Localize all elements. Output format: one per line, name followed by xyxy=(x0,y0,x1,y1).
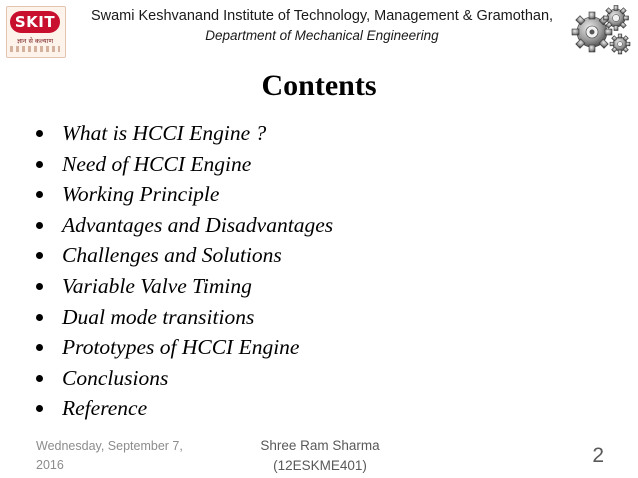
bullet-icon xyxy=(36,283,43,290)
bullet-icon xyxy=(36,314,43,321)
list-item-text: Reference xyxy=(62,396,148,421)
page-number: 2 xyxy=(592,444,604,467)
bullet-icon xyxy=(36,161,43,168)
bullet-icon xyxy=(36,252,43,259)
bullet-icon xyxy=(36,130,43,137)
logo-tagline: ज्ञान से कल्याण xyxy=(16,37,54,45)
list-item-text: Challenges and Solutions xyxy=(62,243,282,268)
list-item-text: Conclusions xyxy=(62,365,169,390)
list-item-text: Advantages and Disadvantages xyxy=(62,212,334,237)
list-item-text: Dual mode transitions xyxy=(62,304,255,329)
footer-date: Wednesday, September 7, 2016 xyxy=(36,439,183,472)
institute-name: Swami Keshvanand Institute of Technology, Management & Gramothan, xyxy=(90,8,554,24)
logo-mark: SKIT xyxy=(10,11,60,33)
bullet-icon xyxy=(36,344,43,351)
list-item-text: Prototypes of HCCI Engine xyxy=(62,335,300,360)
author-name: Shree Ram Sharma xyxy=(260,438,380,453)
bullet-icon xyxy=(36,405,43,412)
footer-author xyxy=(220,436,420,476)
bullet-icon xyxy=(36,375,43,382)
department-name: Department of Mechanical Engineering xyxy=(205,28,439,43)
gears-icon xyxy=(570,2,632,58)
logo-ornament xyxy=(10,46,60,52)
list-item-text: Working Principle xyxy=(62,182,220,207)
list-item-text: Variable Valve Timing xyxy=(62,273,252,298)
institute-logo xyxy=(6,6,64,56)
author-id: (12ESKME401) xyxy=(273,458,367,473)
list-item-text: Need of HCCI Engine xyxy=(62,151,252,176)
list-item-text: What is HCCI Engine ? xyxy=(62,121,267,145)
slide-title: Contents xyxy=(261,69,377,102)
bullet-icon xyxy=(36,191,43,198)
bullet-icon xyxy=(36,222,43,229)
